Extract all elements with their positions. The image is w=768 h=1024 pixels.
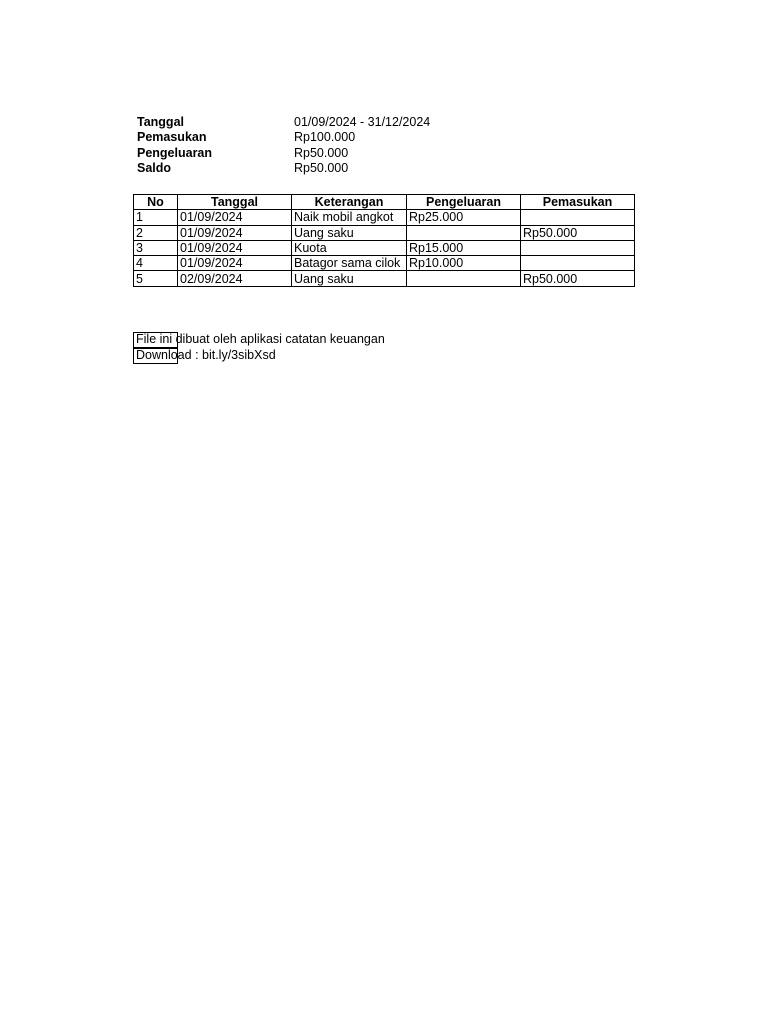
summary-value: 01/09/2024 - 31/12/2024	[294, 115, 431, 129]
footer-download-text: Download : bit.ly/3sibXsd	[136, 348, 276, 362]
header-keterangan: Keterangan	[292, 195, 407, 210]
table-header-row	[134, 195, 635, 210]
cell-tanggal: 01/09/2024	[178, 210, 292, 225]
cell-pemasukan	[521, 210, 635, 225]
cell-no: 4	[134, 256, 178, 271]
cell-no: 1	[134, 210, 178, 225]
summary-label: Pemasukan	[137, 130, 207, 145]
summary-value: Rp100.000	[294, 130, 356, 145]
header-no: No	[134, 195, 178, 210]
table-row	[134, 240, 635, 255]
cell-keterangan: Uang saku	[292, 225, 407, 240]
summary-label: Pengeluaran	[137, 145, 213, 160]
footer-line-credit	[133, 332, 385, 348]
cell-pemasukan: Rp50.000	[521, 271, 635, 286]
cell-keterangan: Kuota	[292, 240, 407, 255]
summary-row-saldo	[137, 161, 430, 176]
cell-no: 2	[134, 225, 178, 240]
footer-line-download	[133, 348, 385, 364]
cell-tanggal: 01/09/2024	[178, 256, 292, 271]
summary-label: Tanggal	[137, 115, 184, 129]
transactions-table	[133, 194, 635, 287]
cell-tanggal: 01/09/2024	[178, 225, 292, 240]
cell-pemasukan	[521, 240, 635, 255]
cell-no: 5	[134, 271, 178, 286]
table-row	[134, 225, 635, 240]
summary-row-pengeluaran	[137, 146, 430, 161]
summary-row-pemasukan	[137, 130, 430, 145]
table-row	[134, 210, 635, 225]
header-tanggal: Tanggal	[178, 195, 292, 210]
footer-note	[133, 332, 385, 364]
table-row	[134, 271, 635, 286]
summary-row-tanggal	[137, 115, 430, 130]
footer-credit-text: File ini dibuat oleh aplikasi catatan keuangan	[136, 332, 385, 346]
summary-value: Rp50.000	[294, 145, 349, 160]
cell-keterangan: Uang saku	[292, 271, 407, 286]
cell-keterangan: Naik mobil angkot	[292, 210, 407, 225]
header-pemasukan: Pemasukan	[521, 195, 635, 210]
cell-pengeluaran	[407, 225, 521, 240]
summary-section	[137, 115, 430, 176]
table-row	[134, 256, 635, 271]
summary-value: Rp50.000	[294, 160, 349, 175]
cell-pengeluaran: Rp10.000	[407, 256, 521, 271]
header-pengeluaran: Pengeluaran	[407, 195, 521, 210]
cell-tanggal: 01/09/2024	[178, 240, 292, 255]
cell-pemasukan	[521, 256, 635, 271]
cell-pengeluaran	[407, 271, 521, 286]
cell-tanggal: 02/09/2024	[178, 271, 292, 286]
summary-label: Saldo	[137, 160, 172, 175]
cell-pengeluaran: Rp15.000	[407, 240, 521, 255]
cell-pemasukan: Rp50.000	[521, 225, 635, 240]
cell-pengeluaran: Rp25.000	[407, 210, 521, 225]
cell-no: 3	[134, 240, 178, 255]
cell-keterangan: Batagor sama cilok	[292, 256, 407, 271]
